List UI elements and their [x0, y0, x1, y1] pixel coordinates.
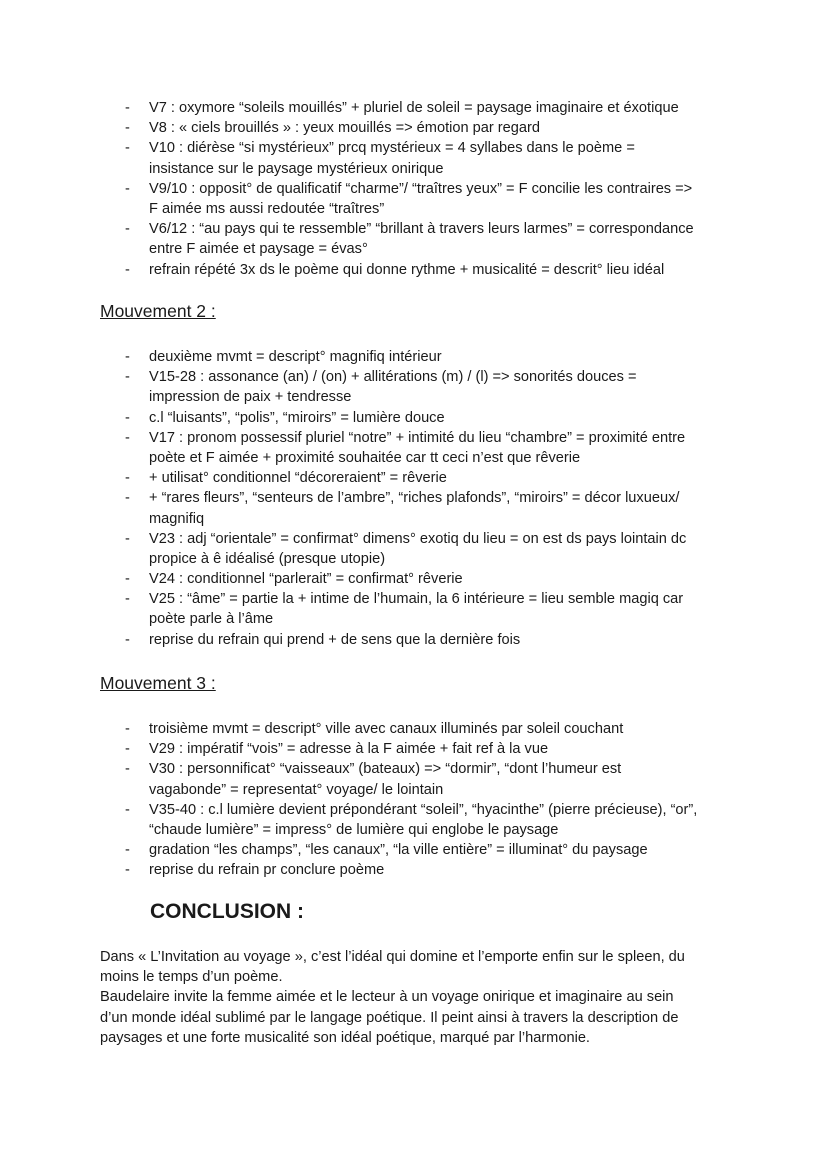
- list-item: [100, 759, 740, 799]
- bullet-dash: -: [125, 761, 130, 778]
- paragraph-line: d’un monde idéal sublimé par le langage poétique. Il peint ainsi à travers la description de: [100, 1009, 679, 1026]
- list-item: [100, 408, 740, 428]
- bullet-dash: -: [125, 842, 130, 859]
- list-item: [100, 630, 740, 650]
- movement-3-list: [100, 719, 740, 881]
- list-item: [100, 260, 740, 280]
- list-item-text: refrain répété 3x ds le poème qui donne rythme + musicalité = descrit° lieu idéal: [149, 261, 665, 278]
- bullet-dash: -: [125, 862, 130, 879]
- list-item: [100, 118, 740, 138]
- list-item-text: “chaude lumière” = impress° de lumière qui englobe le paysage: [149, 821, 559, 838]
- list-item: [100, 529, 740, 569]
- list-item-text: V8 : « ciels brouillés » : yeux mouillés => émotion par regard: [149, 120, 540, 137]
- bullet-dash: -: [125, 530, 130, 547]
- list-item: [100, 347, 740, 367]
- list-item-text: V17 : pronom possessif pluriel “notre” + intimité du lieu “chambre” = proximité entre: [149, 429, 686, 446]
- list-item: [100, 367, 740, 407]
- list-item: [100, 719, 740, 739]
- list-item: [100, 428, 740, 468]
- bullet-dash: -: [125, 261, 130, 278]
- list-item: [100, 98, 740, 118]
- list-item-text: propice à ê idéalisé (presque utopie): [149, 550, 386, 567]
- bullet-dash: -: [125, 369, 130, 386]
- list-item-text: poète parle à l’âme: [149, 611, 274, 628]
- list-item: [100, 860, 740, 880]
- list-item-text: reprise du refrain qui prend + de sens que la dernière fois: [149, 631, 521, 648]
- list-item-text: troisième mvmt = descript° ville avec canaux illuminés par soleil couchant: [149, 721, 624, 737]
- list-item-text: gradation “les champs”, “les canaux”, “la ville entière” = illuminat° du paysage: [149, 842, 648, 859]
- list-item: [100, 739, 740, 759]
- list-item-text: V10 : diérèse “si mystérieux” prcq mystérieux = 4 syllabes dans le poème =: [149, 140, 635, 157]
- list-item: [100, 840, 740, 860]
- list-item-text: V15-28 : assonance (an) / (on) + allitérations (m) / (l) => sonorités douces =: [149, 369, 637, 386]
- list-item-text: V30 : personnificat° “vaisseaux” (bateaux) => “dormir”, “dont l’humeur est: [149, 761, 622, 778]
- list-item-text: V29 : impératif “vois” = adresse à la F aimée + fait ref à la vue: [149, 741, 549, 758]
- list-item-text: magnifiq: [149, 510, 205, 527]
- bullet-dash: -: [125, 120, 130, 137]
- movement-2-list: [100, 347, 740, 650]
- bullet-dash: -: [125, 470, 130, 487]
- bullet-dash: -: [125, 140, 130, 157]
- bullet-dash: -: [125, 429, 130, 446]
- list-item: [100, 219, 740, 259]
- movement-3-heading: Mouvement 3 :: [100, 673, 216, 693]
- list-item-text: + utilisat° conditionnel “décoreraient” = rêverie: [149, 470, 447, 487]
- list-item-text: entre F aimée et paysage = évas°: [149, 241, 368, 258]
- list-item-text: V35-40 : c.l lumière devient prépondérant “soleil”, “hyacinthe” (pierre précieuse), “or”,: [149, 801, 698, 818]
- bullet-dash: -: [125, 180, 130, 197]
- bullet-dash: -: [125, 631, 130, 648]
- list-item: [100, 800, 740, 840]
- list-item-text: vagabonde” = representat° voyage/ le lointain: [149, 781, 444, 798]
- list-item: [100, 488, 740, 528]
- list-item-text: poète et F aimée + proximité souhaitée car tt ceci n’est que rêverie: [149, 449, 581, 466]
- bullet-dash: -: [125, 490, 130, 507]
- list-item: [100, 468, 740, 488]
- bullet-dash: -: [125, 591, 130, 608]
- list-item-text: + “rares fleurs”, “senteurs de l’ambre”, “riches plafonds”, “miroirs” = décor luxueux/: [149, 490, 680, 507]
- paragraph-line: Baudelaire invite la femme aimée et le lecteur à un voyage onirique et imaginaire au sein: [100, 989, 674, 1006]
- bullet-dash: -: [125, 571, 130, 588]
- list-item-text: impression de paix + tendresse: [149, 389, 352, 406]
- list-item: [100, 569, 740, 589]
- bullet-dash: -: [125, 801, 130, 818]
- conclusion-paragraph: [100, 947, 760, 1048]
- list-item-text: V24 : conditionnel “parlerait” = confirmat° rêverie: [149, 571, 463, 588]
- list-item-text: V9/10 : opposit° de qualificatif “charme”/ “traîtres yeux” = F concilie les contraires =>: [149, 180, 693, 197]
- movement-2-heading: Mouvement 2 :: [100, 301, 216, 321]
- list-item-text: F aimée ms aussi redoutée “traîtres”: [149, 200, 385, 217]
- bullet-dash: -: [125, 721, 130, 737]
- bullet-dash: -: [125, 100, 130, 116]
- list-item: [100, 589, 740, 629]
- list-item-text: deuxième mvmt = descript° magnifiq intérieur: [149, 349, 442, 365]
- list-item: [100, 179, 740, 219]
- list-item-text: V6/12 : “au pays qui te ressemble” “brillant à travers leurs larmes” = correspondance: [149, 221, 694, 238]
- list-item-text: V25 : “âme” = partie la + intime de l’humain, la 6 intérieure = lieu semble magiq car: [149, 591, 684, 608]
- bullet-dash: -: [125, 409, 130, 426]
- bullet-dash: -: [125, 741, 130, 758]
- bullet-dash: -: [125, 221, 130, 238]
- list-item-text: V7 : oxymore “soleils mouillés” + pluriel de soleil = paysage imaginaire et éxotique: [149, 100, 679, 116]
- paragraph-line: Dans « L’Invitation au voyage », c’est l’idéal qui domine et l’emporte enfin sur le spleen, du: [100, 949, 685, 965]
- list-item: [100, 138, 740, 178]
- list-item-text: c.l “luisants”, “polis”, “miroirs” = lumière douce: [149, 409, 445, 426]
- movement-1-list: [100, 98, 740, 280]
- list-item-text: V23 : adj “orientale” = confirmat° dimens° exotiq du lieu = on est ds pays lointain dc: [149, 530, 687, 547]
- list-item-text: insistance sur le paysage mystérieux onirique: [149, 160, 444, 177]
- list-item-text: reprise du refrain pr conclure poème: [149, 862, 385, 879]
- paragraph-line: paysages et une forte musicalité son idéal poétique, marqué par l’harmonie.: [100, 1029, 590, 1046]
- conclusion-heading: CONCLUSION :: [150, 900, 304, 923]
- paragraph-line: moins le temps d’un poème.: [100, 969, 283, 986]
- bullet-dash: -: [125, 349, 130, 365]
